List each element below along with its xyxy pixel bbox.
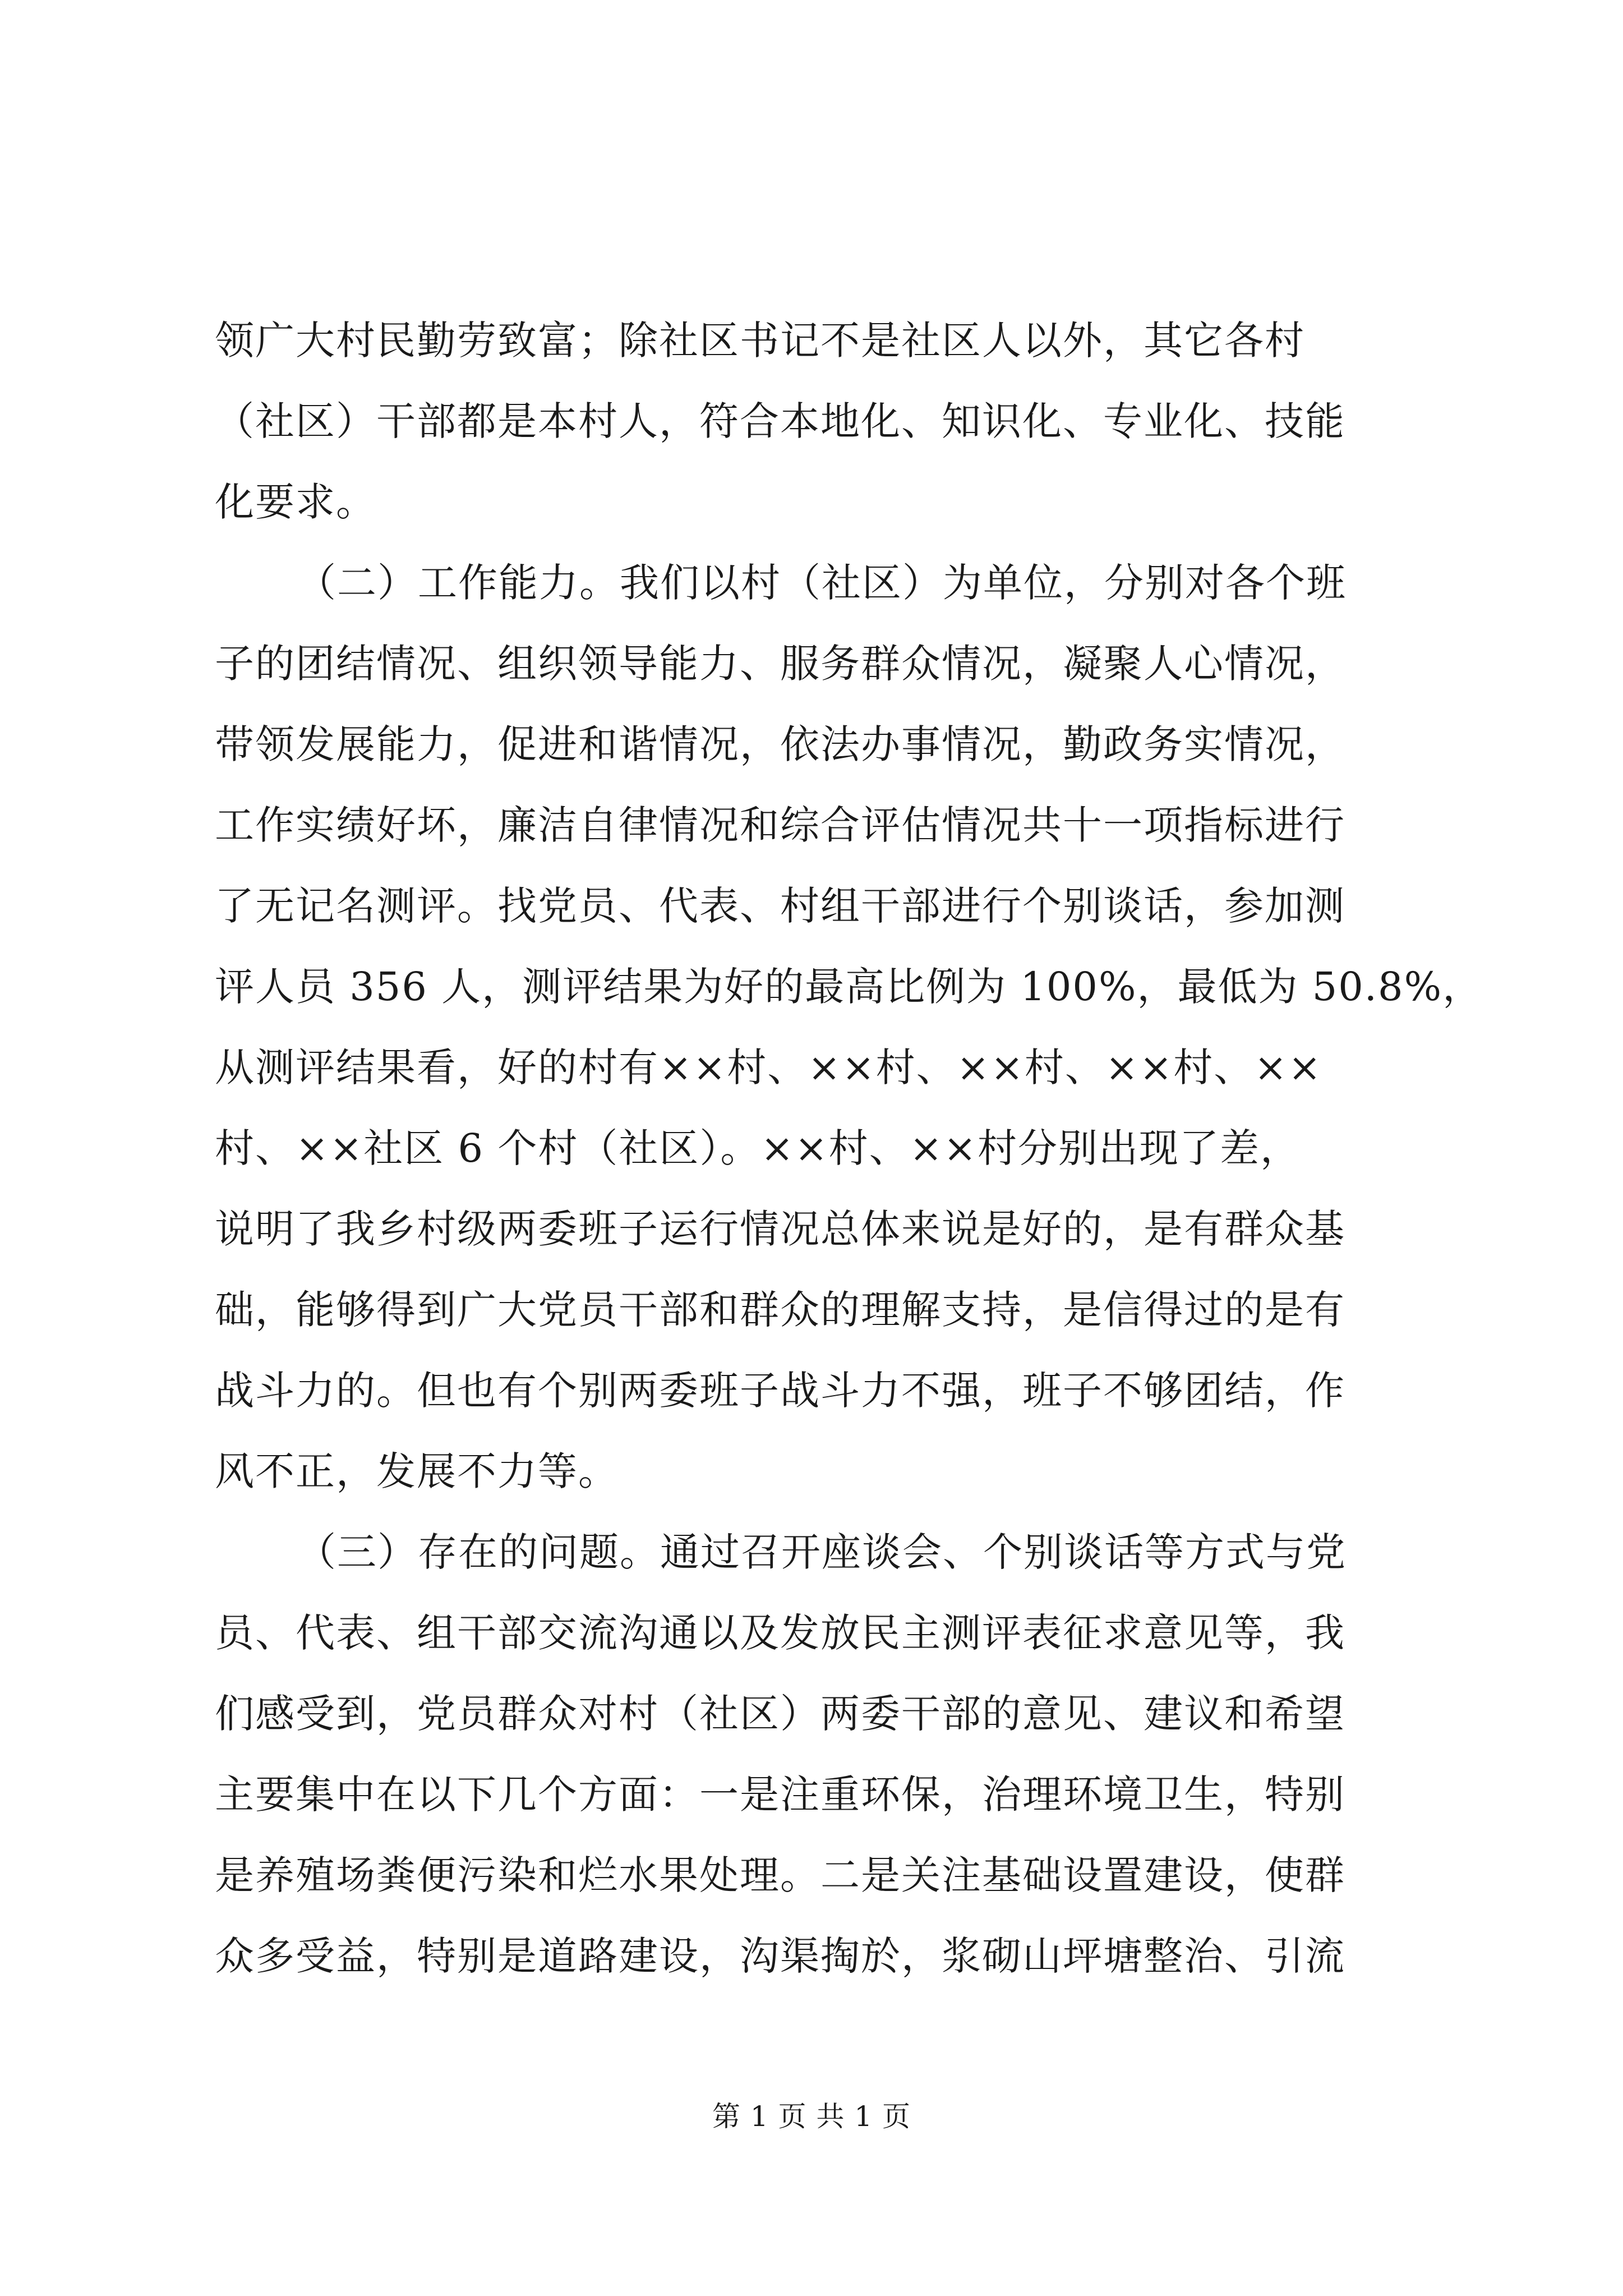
- text-line: 主要集中在以下几个方面：一是注重环保，治理环境卫生，特别: [215, 1772, 1345, 1818]
- text-line: 说明了我乡村级两委班子运行情况总体来说是好的，是有群众基: [215, 1206, 1345, 1252]
- text-line: 战斗力的。但也有个别两委班子战斗力不强，班子不够团结，作: [215, 1368, 1345, 1414]
- text-line: 风不正，发展不力等。: [215, 1448, 619, 1494]
- text-line: 领广大村民勤劳致富；除社区书记不是社区人以外，其它各村: [215, 318, 1305, 364]
- text-line: 带领发展能力，促进和谐情况，依法办事情况，勤政务实情况，: [215, 721, 1345, 767]
- text-line: 村、××社区 6 个村（社区）。××村、××村分别出现了差，: [215, 1125, 1301, 1171]
- text-line: 们感受到，党员群众对村（社区）两委干部的意见、建议和希望: [215, 1691, 1345, 1737]
- text-line: 评人员 356 人，测评结果为好的最高比例为 100%，最低为 50.8%，: [215, 964, 1483, 1010]
- text-line: 员、代表、组干部交流沟通以及发放民主测评表征求意见等，我: [215, 1610, 1345, 1656]
- text-line: （社区）干部都是本村人，符合本地化、知识化、专业化、技能: [215, 398, 1345, 444]
- text-line: 是养殖场粪便污染和烂水果处理。二是关注基础设置建设，使群: [215, 1852, 1345, 1898]
- text-line: 从测评结果看，好的村有××村、××村、××村、××村、××: [215, 1045, 1322, 1091]
- page-footer: [0, 2097, 1623, 2136]
- text-line: 众多受益，特别是道路建设，沟渠掏於，浆砌山坪塘整治、引流: [215, 1933, 1345, 1979]
- body-text: [215, 300, 1483, 1996]
- paragraph-heading-line: （二）工作能力。我们以村（社区）为单位，分别对各个班: [297, 560, 1347, 606]
- page-number-label: 第 1 页 共 1 页: [712, 2100, 911, 2133]
- text-line: 化要求。: [215, 479, 376, 525]
- text-line: 了无记名测评。找党员、代表、村组干部进行个别谈话，参加测: [215, 883, 1345, 929]
- paragraph-heading-line: （三）存在的问题。通过召开座谈会、个别谈话等方式与党: [297, 1529, 1347, 1575]
- text-line: 子的团结情况、组织领导能力、服务群众情况，凝聚人心情况，: [215, 641, 1345, 687]
- text-line: 工作实绩好坏，廉洁自律情况和综合评估情况共十一项指标进行: [215, 802, 1345, 848]
- text-line: 础，能够得到广大党员干部和群众的理解支持，是信得过的是有: [215, 1287, 1345, 1333]
